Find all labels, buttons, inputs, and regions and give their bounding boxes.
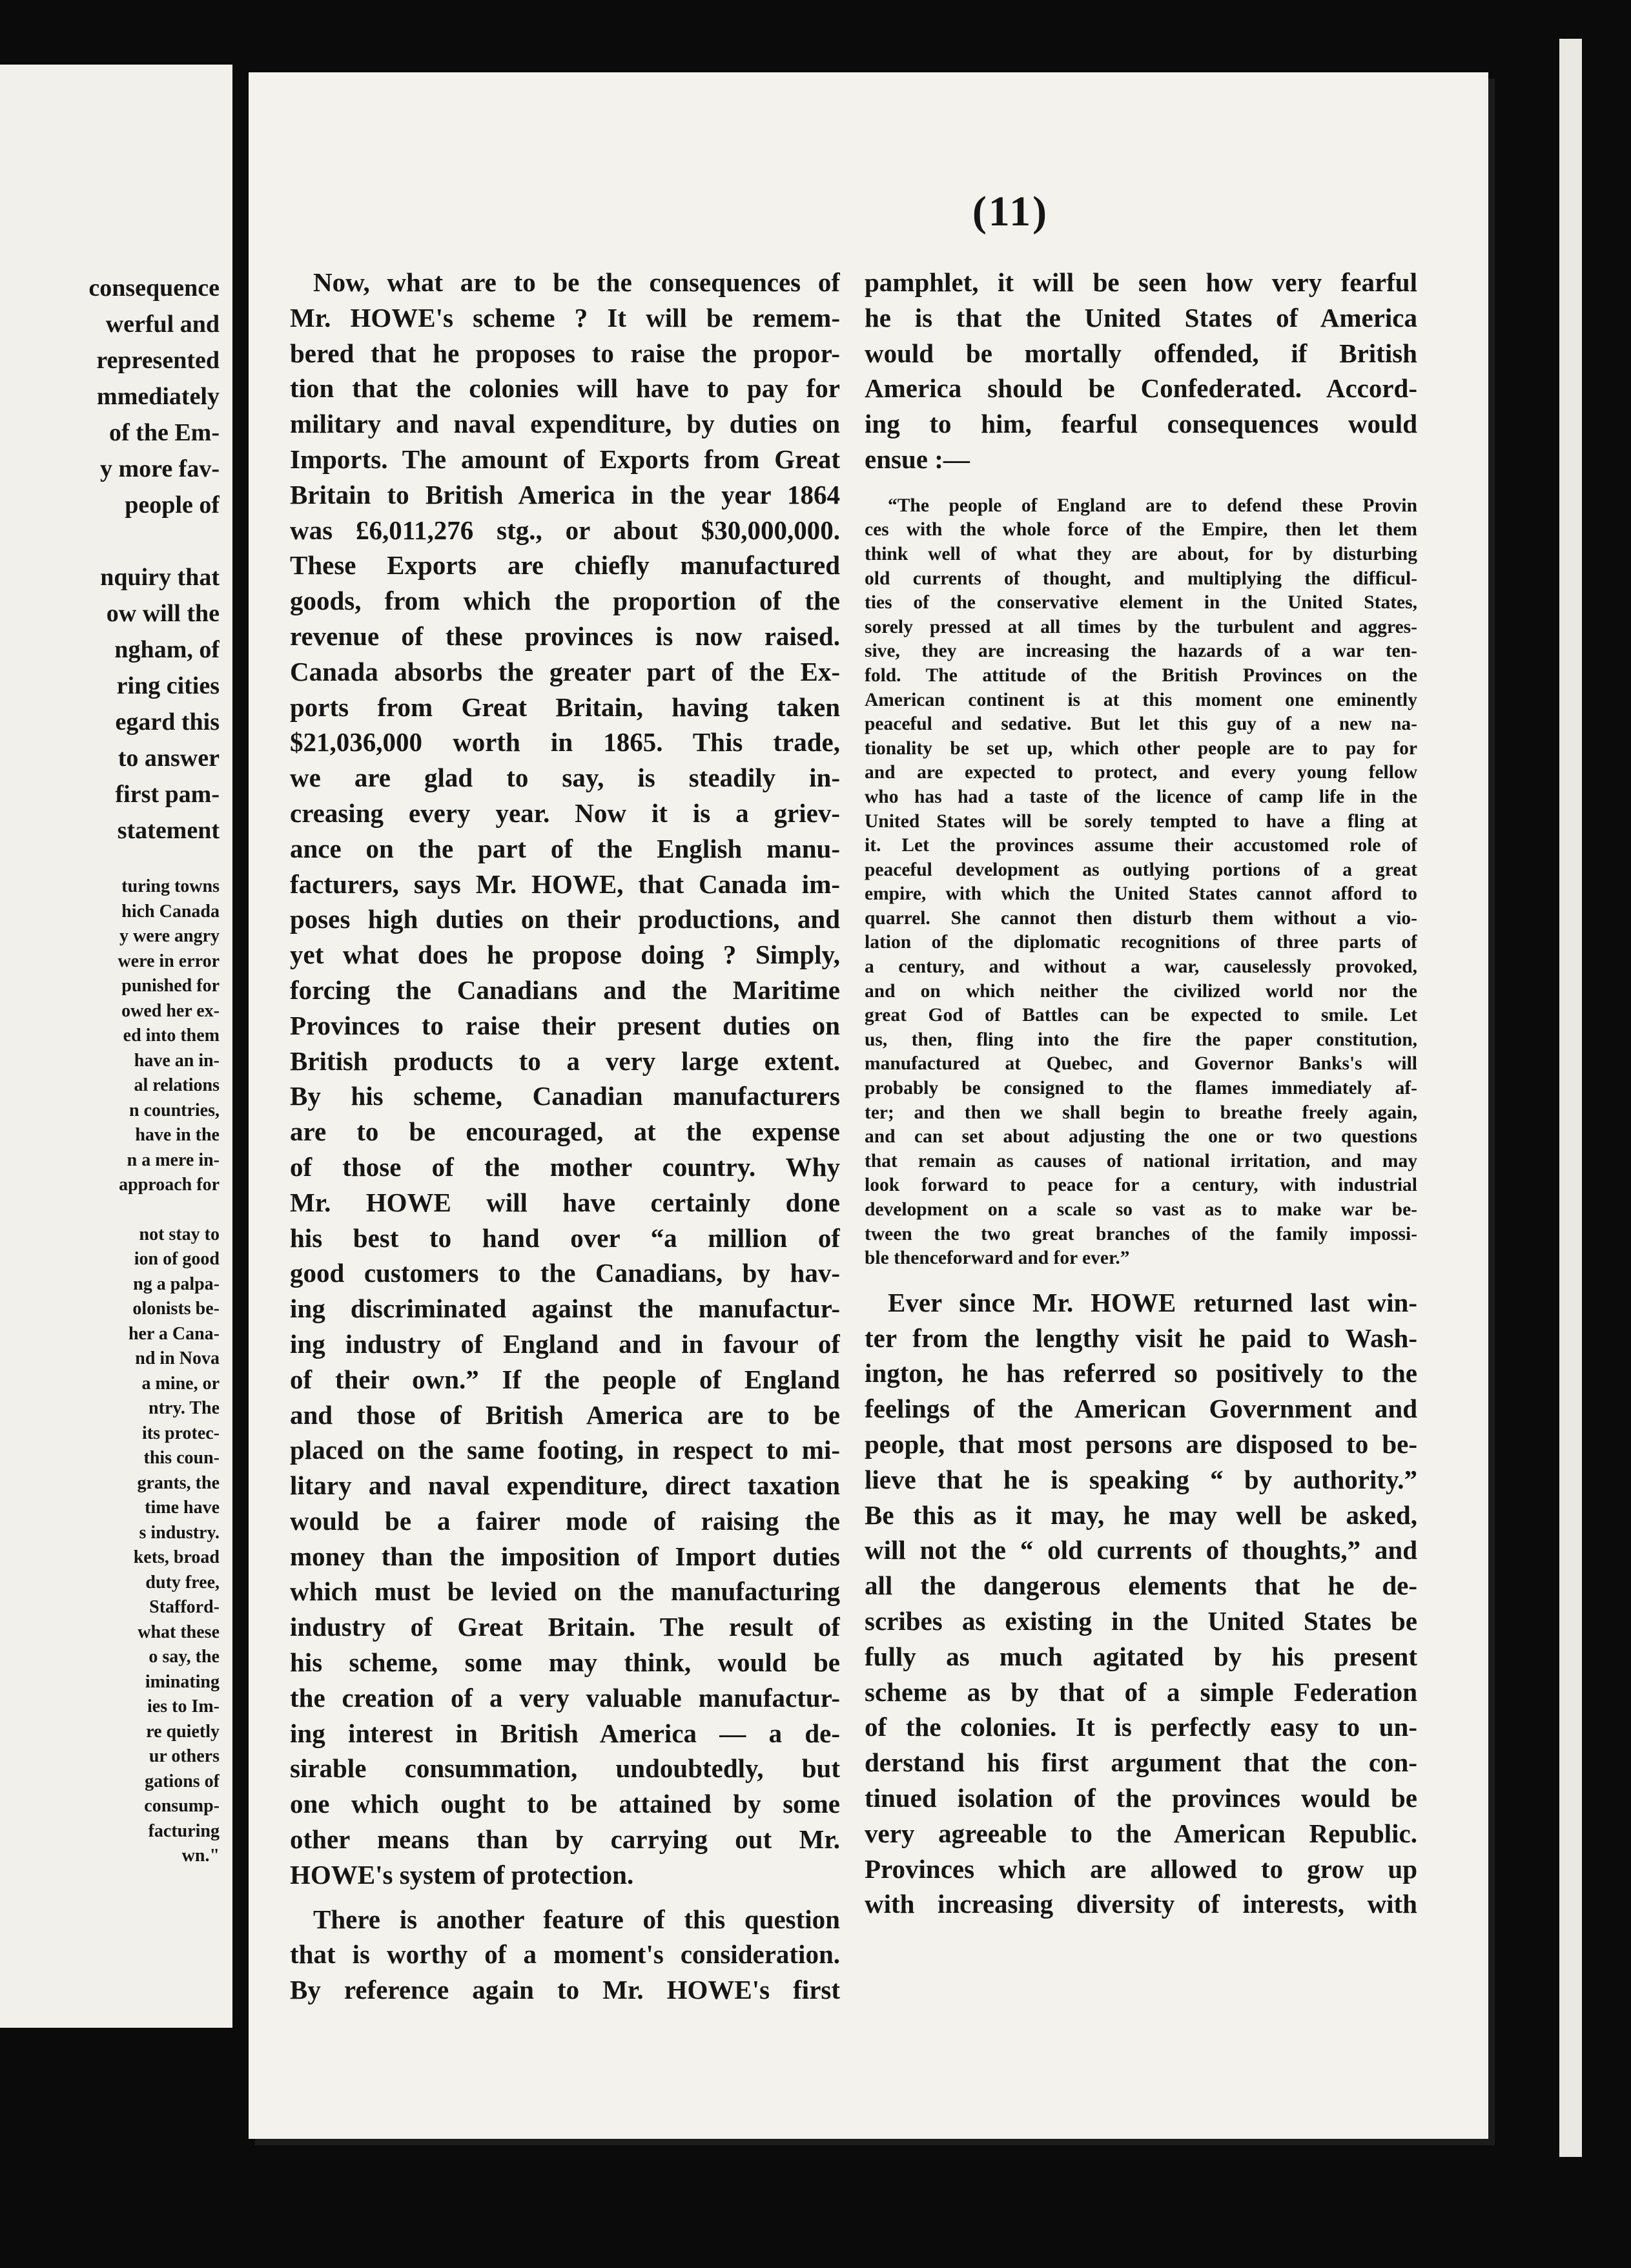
text-line: By his scheme, Canadian manufacturers bbox=[290, 1081, 840, 1111]
text-line: that is worthy of a moment's consideration. bbox=[290, 1939, 840, 1970]
previous-page-line: olonists be- bbox=[132, 1299, 220, 1319]
text-line: feelings of the American Government and bbox=[865, 1394, 1417, 1424]
block-quote bbox=[865, 494, 1417, 1271]
quote-line: fold. The attitude of the British Provinces on the bbox=[865, 665, 1417, 686]
quote-line: ble thenceforward and for ever.” bbox=[865, 1248, 1130, 1269]
text-line: will not the “ old currents of thoughts,” and bbox=[865, 1535, 1417, 1565]
quote-line: American continent is at this moment one eminently bbox=[865, 689, 1417, 710]
text-line: other means than by carrying out Mr. bbox=[290, 1824, 840, 1855]
quote-line: probably be consigned to the flames immediately af- bbox=[865, 1078, 1417, 1099]
text-line: revenue of these provinces is now raised. bbox=[290, 621, 840, 651]
quote-line: who has had a taste of the licence of camp life in the bbox=[865, 786, 1417, 807]
text-line: money than the imposition of Import duties bbox=[290, 1541, 840, 1571]
text-line: placed on the same footing, in respect to mi- bbox=[290, 1435, 840, 1465]
quote-line: quarrel. She cannot then disturb them without a vio- bbox=[865, 907, 1417, 929]
text-line: Now, what are to be the consequences of bbox=[313, 267, 840, 297]
previous-page-column bbox=[0, 270, 220, 1869]
previous-page-line: this coun- bbox=[143, 1448, 220, 1468]
text-line: goods, from which the proportion of the bbox=[290, 586, 840, 616]
previous-page-line: statement bbox=[117, 817, 220, 844]
text-line: people, that most persons are disposed to be- bbox=[865, 1428, 1417, 1459]
text-line: ington, he has referred so positively to the bbox=[865, 1358, 1417, 1388]
previous-page-line: have an in- bbox=[134, 1050, 220, 1071]
previous-page-line: s industry. bbox=[139, 1522, 220, 1543]
previous-page-line: time have bbox=[145, 1498, 220, 1518]
previous-page-line: owed her ex- bbox=[121, 1000, 220, 1021]
text-line: Ever since Mr. HOWE returned last win- bbox=[888, 1287, 1417, 1317]
previous-page-line: consump- bbox=[144, 1796, 220, 1816]
quote-line: United States will be sorely tempted to have a fling at bbox=[865, 810, 1417, 832]
text-line: would be a fairer mode of raising the bbox=[290, 1505, 840, 1536]
text-line: we are glad to say, is steadily in- bbox=[290, 763, 840, 793]
previous-page-line: y more fav- bbox=[99, 455, 220, 482]
text-line: very agreeable to the American Republic. bbox=[865, 1818, 1417, 1848]
text-line: Britain to British America in the year 1864 bbox=[290, 479, 840, 510]
previous-page-line: egard this bbox=[115, 708, 220, 736]
previous-page-line: first pam- bbox=[115, 781, 220, 808]
quote-line: empire, with which the United States cannot afford to bbox=[865, 883, 1417, 905]
text-line: military and naval expenditure, by duties on bbox=[290, 409, 840, 439]
text-line: There is another feature of this question bbox=[313, 1904, 840, 1934]
previous-page-line: its protec- bbox=[142, 1423, 220, 1443]
quote-line: “The people of England are to defend these Provin bbox=[888, 495, 1417, 516]
quote-line: us, then, fling into the fire the paper constitution, bbox=[865, 1029, 1417, 1050]
text-line: lieve that he is speaking “ by authority.” bbox=[865, 1464, 1417, 1494]
previous-page-line: werful and bbox=[105, 311, 220, 338]
text-line: HOWE's system of protection. bbox=[290, 1859, 634, 1890]
text-line: yet what does he propose doing ? Simply, bbox=[290, 940, 840, 970]
previous-page-line: facturing bbox=[148, 1820, 220, 1841]
text-line: fully as much agitated by his present bbox=[865, 1641, 1417, 1671]
text-line: By reference again to Mr. HOWE's first bbox=[290, 1975, 840, 2005]
text-line: litary and naval expenditure, direct taxation bbox=[290, 1470, 840, 1501]
previous-page-line: y were angry bbox=[119, 926, 220, 946]
previous-page-line: ion of good bbox=[134, 1249, 220, 1269]
previous-page-line: consequence bbox=[88, 274, 220, 302]
quote-line: tween the two great branches of the family impossi- bbox=[865, 1223, 1417, 1244]
previous-page-line: iminating bbox=[145, 1671, 220, 1692]
text-line: creasing every year. Now it is a griev- bbox=[290, 798, 840, 828]
previous-page-line: have in the bbox=[135, 1125, 220, 1145]
previous-page-line: ur others bbox=[149, 1746, 220, 1766]
previous-page-line: her a Cana- bbox=[128, 1323, 220, 1344]
quote-line: great God of Battles can be expected to smile. Let bbox=[865, 1005, 1417, 1026]
text-line: scheme as by that of a simple Federation bbox=[865, 1676, 1417, 1707]
previous-page-lines-large bbox=[0, 270, 220, 849]
text-line: industry of Great Britain. The result of bbox=[290, 1612, 840, 1642]
quote-line: tionality be set up, which other people are to pay for bbox=[865, 737, 1417, 759]
previous-page-line: to answer bbox=[118, 745, 220, 772]
text-line: one which ought to be attained by some bbox=[290, 1789, 840, 1819]
text-line: ing to him, fearful consequences would bbox=[865, 409, 1417, 439]
quote-line: development on a scale so vast as to make war be- bbox=[865, 1199, 1417, 1220]
text-line: and those of British America are to be bbox=[290, 1399, 840, 1430]
previous-page-line: ed into them bbox=[123, 1026, 220, 1046]
text-line: ing interest in British America — a de- bbox=[290, 1718, 840, 1748]
text-line: British products to a very large extent. bbox=[290, 1046, 840, 1076]
text-line: America should be Confederated. Accord- bbox=[865, 373, 1417, 404]
text-line: Canada absorbs the greater part of the Ex- bbox=[290, 656, 840, 686]
text-line: These Exports are chiefly manufactured bbox=[290, 550, 840, 581]
text-line: tion that the colonies will have to pay for bbox=[290, 373, 840, 404]
text-line: his scheme, some may think, would be bbox=[290, 1647, 840, 1678]
quote-line: sorely pressed at all times by the turbulent and aggres- bbox=[865, 616, 1417, 637]
quote-line: it. Let the provinces assume their accustomed role of bbox=[865, 835, 1417, 856]
previous-page-line: of the Em- bbox=[109, 419, 220, 446]
text-line: was £6,011,276 stg., or about $30,000,000. bbox=[290, 515, 840, 545]
text-line: Be this as it may, he may well be asked, bbox=[865, 1500, 1417, 1530]
text-line: pamphlet, it will be seen how very fearful bbox=[865, 267, 1417, 297]
text-line: $21,036,000 worth in 1865. This trade, bbox=[290, 727, 840, 758]
previous-page-line: grants, the bbox=[137, 1472, 220, 1493]
previous-page-line: nquiry that bbox=[100, 564, 220, 591]
quote-line: think well of what they are about, for by disturbing bbox=[865, 543, 1417, 564]
text-line: ing discriminated against the manufactur- bbox=[290, 1294, 840, 1324]
text-line: of those of the mother country. Why bbox=[290, 1151, 840, 1182]
previous-page-line: wn." bbox=[181, 1846, 220, 1866]
previous-page-line: kets, broad bbox=[133, 1547, 220, 1567]
text-line: Provinces which are allowed to grow up bbox=[865, 1853, 1417, 1884]
quote-line: sive, they are increasing the hazards of a war ten- bbox=[865, 641, 1417, 662]
text-line: which must be levied on the manufacturing bbox=[290, 1576, 840, 1607]
previous-page-line: turing towns bbox=[121, 876, 220, 896]
quote-line: and on which neither the civilized world nor the bbox=[865, 980, 1417, 1002]
quote-line: peaceful development as outlying portions of a great bbox=[865, 859, 1417, 880]
text-line: Imports. The amount of Exports from Great bbox=[290, 444, 840, 474]
previous-page-fragment bbox=[0, 65, 232, 2028]
text-line: good customers to the Canadians, by hav- bbox=[290, 1258, 840, 1288]
previous-page-line: not stay to bbox=[139, 1224, 220, 1244]
previous-page-line: hich Canada bbox=[121, 901, 220, 922]
text-line: tinued isolation of the provinces would be bbox=[865, 1782, 1417, 1813]
text-line: with increasing diversity of interests, with bbox=[865, 1889, 1417, 1919]
paragraph-another-feature bbox=[290, 1902, 840, 2008]
quote-line: and are expected to protect, and every young fellow bbox=[865, 762, 1417, 783]
paragraph-ever-since bbox=[865, 1285, 1417, 1922]
previous-page-line: al relations bbox=[134, 1075, 220, 1095]
previous-page-line: o say, the bbox=[149, 1647, 220, 1667]
text-line: derstand his first argument that the con- bbox=[865, 1747, 1417, 1778]
previous-page-line: nd in Nova bbox=[135, 1348, 220, 1368]
text-line: ensue :— bbox=[865, 444, 970, 474]
previous-page-line: re quietly bbox=[146, 1721, 220, 1742]
previous-page-line: people of bbox=[125, 491, 220, 519]
main-page bbox=[249, 72, 1488, 2139]
previous-page-lines-small-a bbox=[0, 874, 220, 1198]
quote-line: ter; and then we shall begin to breathe freely again, bbox=[865, 1102, 1417, 1123]
text-line: scribes as existing in the United States be bbox=[865, 1605, 1417, 1636]
quote-line: lation of the diplomatic recognitions of three parts of bbox=[865, 932, 1417, 953]
text-line: ports from Great Britain, having taken bbox=[290, 692, 840, 722]
previous-page-line: duty free, bbox=[145, 1572, 220, 1593]
quote-line: and can set about adjusting the one or two questions bbox=[865, 1126, 1417, 1148]
text-line: poses high duties on their productions, and bbox=[290, 904, 840, 934]
quote-line: look forward to peace for a century, with industrial bbox=[865, 1175, 1417, 1196]
text-line: Mr. HOWE's scheme ? It will be remem- bbox=[290, 302, 840, 333]
previous-page-lines-small-b bbox=[0, 1222, 220, 1869]
text-line: ance on the part of the English manu- bbox=[290, 833, 840, 863]
text-line: facturers, says Mr. HOWE, that Canada im- bbox=[290, 869, 840, 899]
previous-page-line: ies to Im- bbox=[147, 1696, 220, 1716]
previous-page-line: ngham, of bbox=[114, 636, 220, 663]
previous-page-line: ntry. The bbox=[149, 1398, 220, 1418]
left-text-column bbox=[290, 265, 840, 2008]
previous-page-line: ow will the bbox=[106, 600, 220, 627]
text-line: the creation of a very valuable manufactur- bbox=[290, 1682, 840, 1713]
text-line: all the dangerous elements that he de- bbox=[865, 1571, 1417, 1601]
previous-page-line: approach for bbox=[119, 1175, 220, 1195]
previous-page-line: gations of bbox=[145, 1771, 220, 1791]
right-text-column bbox=[865, 265, 1417, 1922]
text-line: bered that he proposes to raise the propor- bbox=[290, 338, 840, 368]
quote-line: old currents of thought, and multiplying the difficul- bbox=[865, 568, 1417, 589]
text-line: would be mortally offended, if British bbox=[865, 338, 1417, 368]
text-line: Provinces to raise their present duties on bbox=[290, 1010, 840, 1040]
previous-page-line: Stafford- bbox=[149, 1597, 220, 1617]
text-line: of their own.” If the people of England bbox=[290, 1364, 840, 1394]
previous-page-line: a mine, or bbox=[141, 1373, 220, 1394]
page-number: (11) bbox=[972, 188, 1049, 235]
text-line: ing industry of England and in favour of bbox=[290, 1328, 840, 1359]
text-line: of the colonies. It is perfectly easy to un- bbox=[865, 1712, 1417, 1742]
quote-line: a century, and without a war, causelessly provoked, bbox=[865, 956, 1417, 978]
previous-page-line: represented bbox=[96, 347, 220, 374]
previous-page-line: ring cities bbox=[116, 672, 220, 699]
previous-page-line: n countries, bbox=[129, 1100, 220, 1120]
text-line: are to be encouraged, at the expense bbox=[290, 1117, 840, 1147]
text-line: sirable consummation, undoubtedly, but bbox=[290, 1753, 840, 1784]
text-line: he is that the United States of America bbox=[865, 302, 1417, 333]
previous-page-line: punished for bbox=[121, 976, 220, 996]
quote-line: peaceful and sedative. But let this guy of a new na- bbox=[865, 714, 1417, 735]
quote-line: ces with the whole force of the Empire, then let them bbox=[865, 519, 1417, 541]
text-line: Mr. HOWE will have certainly done bbox=[290, 1187, 840, 1217]
previous-page-line: mmediately bbox=[97, 383, 220, 410]
text-line: ter from the lengthy visit he paid to Wash- bbox=[865, 1323, 1417, 1353]
text-line: his best to hand over “a million of bbox=[290, 1222, 840, 1253]
previous-page-line: ng a palpa- bbox=[133, 1273, 220, 1294]
previous-page-line: n a mere in- bbox=[127, 1149, 220, 1170]
text-line: forcing the Canadians and the Maritime bbox=[290, 974, 840, 1005]
previous-page-line: what these bbox=[138, 1622, 220, 1642]
quote-line: ties of the conservative element in the United States, bbox=[865, 592, 1417, 613]
previous-page-line: were in error bbox=[118, 951, 220, 971]
next-page-edge bbox=[1559, 39, 1582, 2157]
quote-line: manufactured at Quebec, and Governor Banks's will bbox=[865, 1053, 1417, 1075]
quote-line: that remain as causes of national irritation, and may bbox=[865, 1150, 1417, 1171]
paragraph-pamphlet bbox=[865, 265, 1417, 477]
paragraph-consequences bbox=[290, 265, 840, 1893]
